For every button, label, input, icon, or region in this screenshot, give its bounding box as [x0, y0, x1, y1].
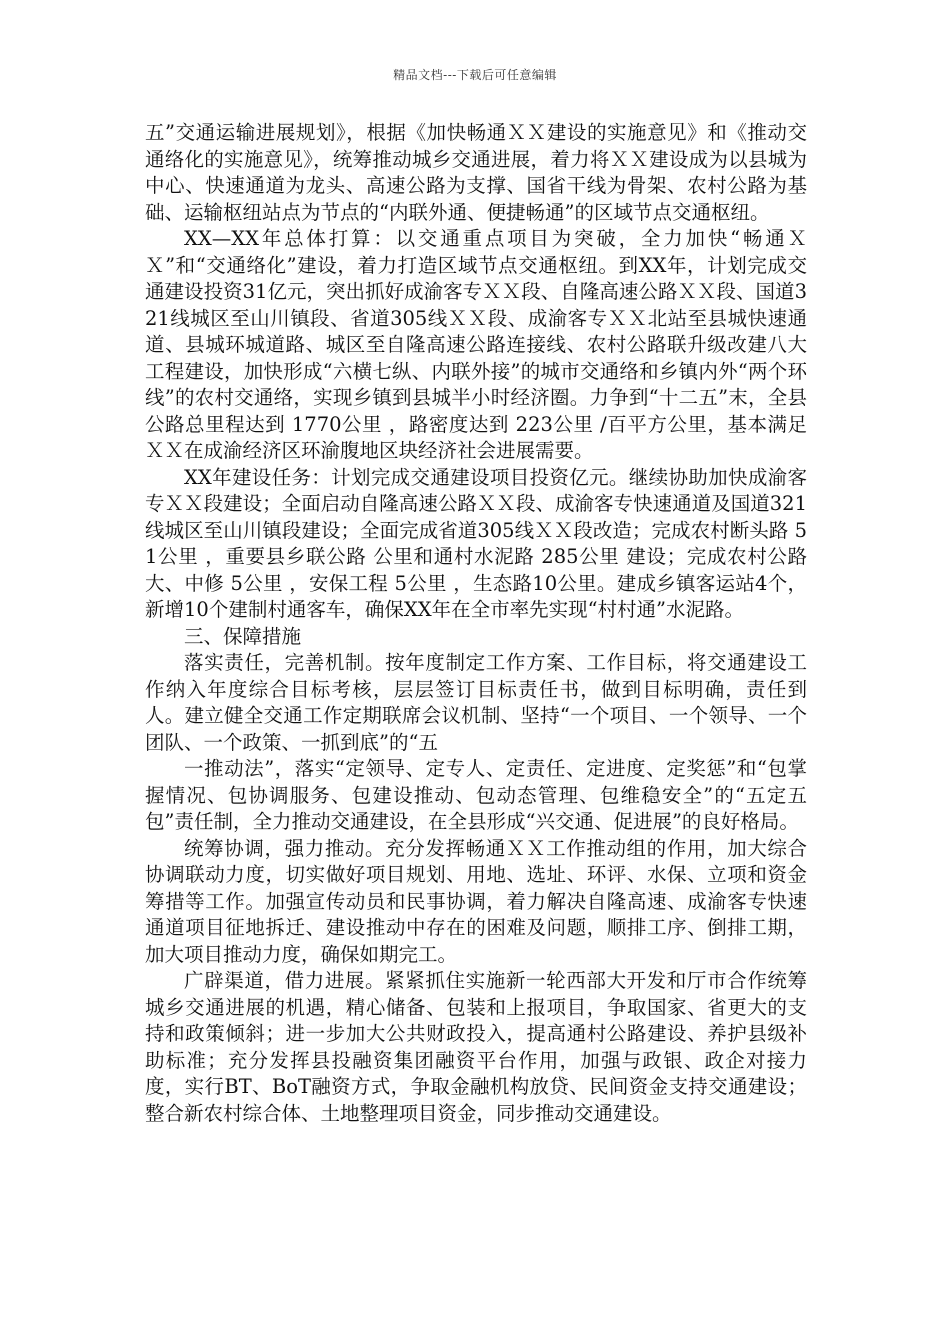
paragraph-6: 统筹协调，强力推动。充分发挥畅通ＸＸ工作推动组的作用，加大综合协调联动力度，切实做好项目规划、用地、选址、环评、水保、立项和资金筹措等工作。加强宣传动员和民事协调，着力解决自隆高速、成渝客专快速通道项目征地拆迁、建设推动中存在的困难及问题，顺排工序、倒排工期，加大项目推动力度，确保如期完工。: [145, 836, 807, 966]
section-heading: 三、保障措施: [184, 624, 302, 648]
paragraph-7: 广辟渠道，借力进展。紧紧抓住实施新一轮西部大开发和厅市合作统筹城乡交通进展的机遇，精心储备、包装和上报项目，争取国家、省更大的支持和政策倾斜；进一步加大公共财政投入，提高通村公路建设、养护县级补助标准；充分发挥县投融资集团融资平台作用，加强与政银、政企对接力度，实行BT、BoT融资方式，争取金融机构放贷、民间资金支持交通建设；整合新农村综合体、土地整理项目资金，同步推动交通建设。: [145, 969, 807, 1125]
paragraph-4: 落实责任，完善机制。按年度制定工作方案、工作目标，将交通建设工作纳入年度综合目标考核，层层签订目标责任书，做到目标明确，责任到人。建立健全交通工作定期联席会议机制、坚持“一个项目、一个领导、一个团队、一个政策、一抓到底”的“五: [145, 651, 807, 754]
paragraph-3: XX年建设任务：计划完成交通建设项目投资亿元。继续协助加快成渝客专ＸＸ段建设；全面启动自隆高速公路ＸＸ段、成渝客专快速通道及国道321线城区至山川镇段建设；全面完成省道305线ＸＸ段改造；完成农村断头路 51公里 ，重要县乡联公路 公里和通村水泥路 285公里 建设；完成农村公路大、中修 5公里 ，安保工程 5公里 ，生态路10公里。建成乡镇客运站4个，新增10个建制村通客车，确保XX年在全市率先实现“村村通”水泥路。: [145, 465, 807, 621]
paragraph-2: XX—XX年总体打算：以交通重点项目为突破，全力加快“畅通ＸＸ”和“交通络化”建设，着力打造区域节点交通枢纽。到XX年，计划完成交通建设投资31亿元，突出抓好成渝客专ＸＸ段、自隆高速公路ＸＸ段、国道321线城区至山川镇段、省道305线ＸＸ段、成渝客专ＸＸ北站至县城快速通道、县城环城道路、城区至自隆高速公路连接线、农村公路联升级改建八大工程建设，加快形成“六横七纵、内联外接”的城市交通络和乡镇内外“两个环线”的农村交通络，实现乡镇到县城半小时经济圈。力争到“十二五”末，全县公路总里程达到 1770公里 ，路密度达到 223公里 /百平方公里，基本满足ＸＸ在成渝经济区环渝腹地区块经济社会进展需要。: [145, 227, 807, 462]
paragraph-1: 五”交通运输进展规划》，根据《加快畅通ＸＸ建设的实施意见》和《推动交通络化的实施意见》，统筹推动城乡交通进展，着力将ＸＸ建设成为以县城为中心、快速通道为龙头、高速公路为支撑、国省干线为骨架、农村公路为基础、运输枢纽站点为节点的“内联外通、便捷畅通”的区域节点交通枢纽。: [145, 121, 807, 224]
paragraph-5: 一推动法”，落实“定领导、定专人、定责任、定进度、定奖惩”和“包掌握情况、包协调服务、包建设推动、包动态管理、包维稳安全”的“五定五包”责任制，全力推动交通建设，在全县形成“兴交通、促进展”的良好格局。: [145, 757, 807, 833]
document-body: [145, 120, 807, 1127]
page-header: 精品文档---下载后可任意编辑: [393, 68, 557, 82]
